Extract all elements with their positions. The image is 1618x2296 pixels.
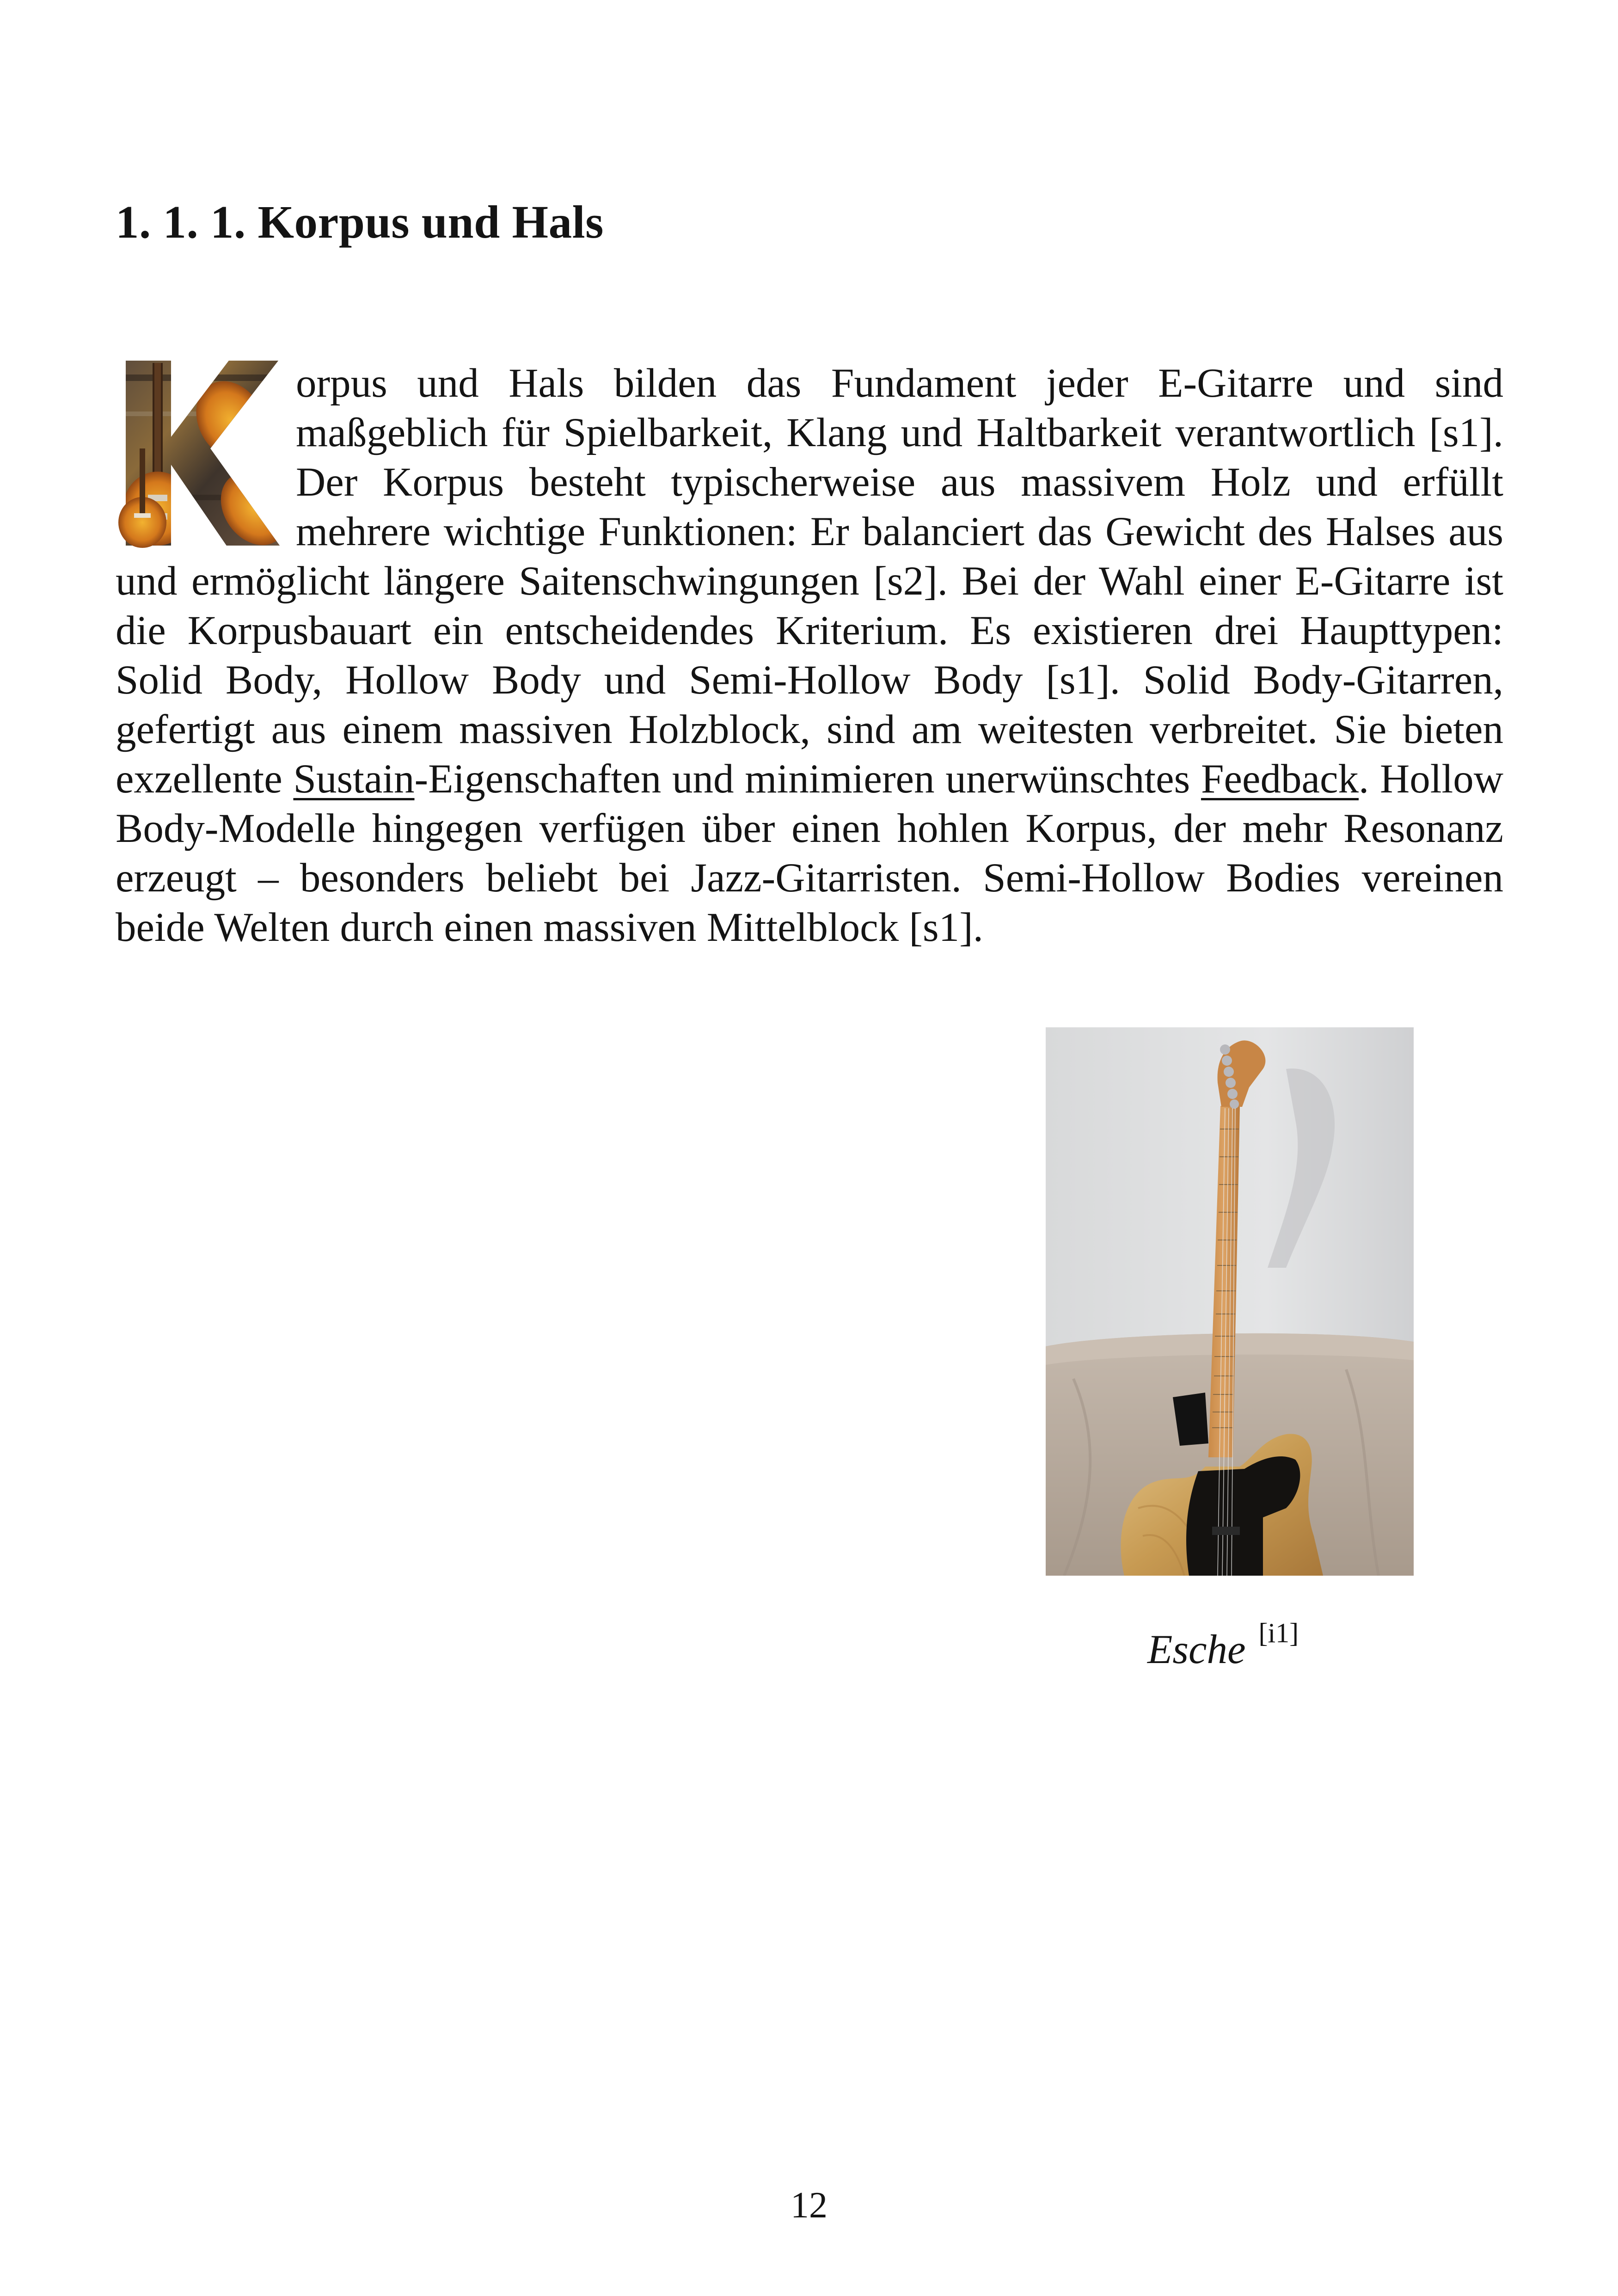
figure-caption (1147, 1616, 1299, 1675)
paragraph-text: orpus und Hals bilden das Fundament jeder E-Gitarre und sind maßgeblich für Spielbarkeit, Klang und Haltbarkeit verantwortlich [s1]. Der Korpus besteht typischerweise aus massivem Holz und erfüllt mehrere wichtige Funktionen: Er balanciert das Gewicht des Halses aus und ermöglicht längere Saitenschwingungen [s2]. Bei der Wahl einer E-Gitarre ist die Korpusbauart ein entscheidendes Kriterium. Es existieren drei Haupttypen: Solid Body, Hollow Body und Semi-Hollow Body [s1]. Solid Body-Gitarren, gefertigt aus einem massiven Holzblock, sind am weitesten verbreitet. Sie bieten exzellente (116, 361, 1503, 802)
page-number: 12 (791, 2185, 827, 2226)
caption-text: Esche (1147, 1627, 1246, 1672)
section-heading: 1. 1. 1. Korpus und Hals (116, 196, 604, 248)
paragraph-text-continued: -Eigenschaften und minimieren unerwünschtes (414, 756, 1201, 802)
caption-reference[interactable]: [i1] (1258, 1618, 1299, 1648)
guitar-photo (1046, 1027, 1414, 1576)
sustain-link[interactable]: Sustain (293, 756, 415, 802)
feedback-link[interactable]: Feedback (1201, 756, 1359, 802)
paragraph-text-end: . Hollow Body-Modelle hingegen verfügen über einen hohlen Korpus, der mehr Resonanz erzeugt – besonders beliebt bei Jazz-Gitarristen. Semi-Hollow Bodies vereinen beide Welten durch einen massiven Mittelblock [s1]. (116, 756, 1503, 950)
body-paragraph (116, 359, 1503, 952)
drop-cap-spacer (116, 359, 296, 557)
